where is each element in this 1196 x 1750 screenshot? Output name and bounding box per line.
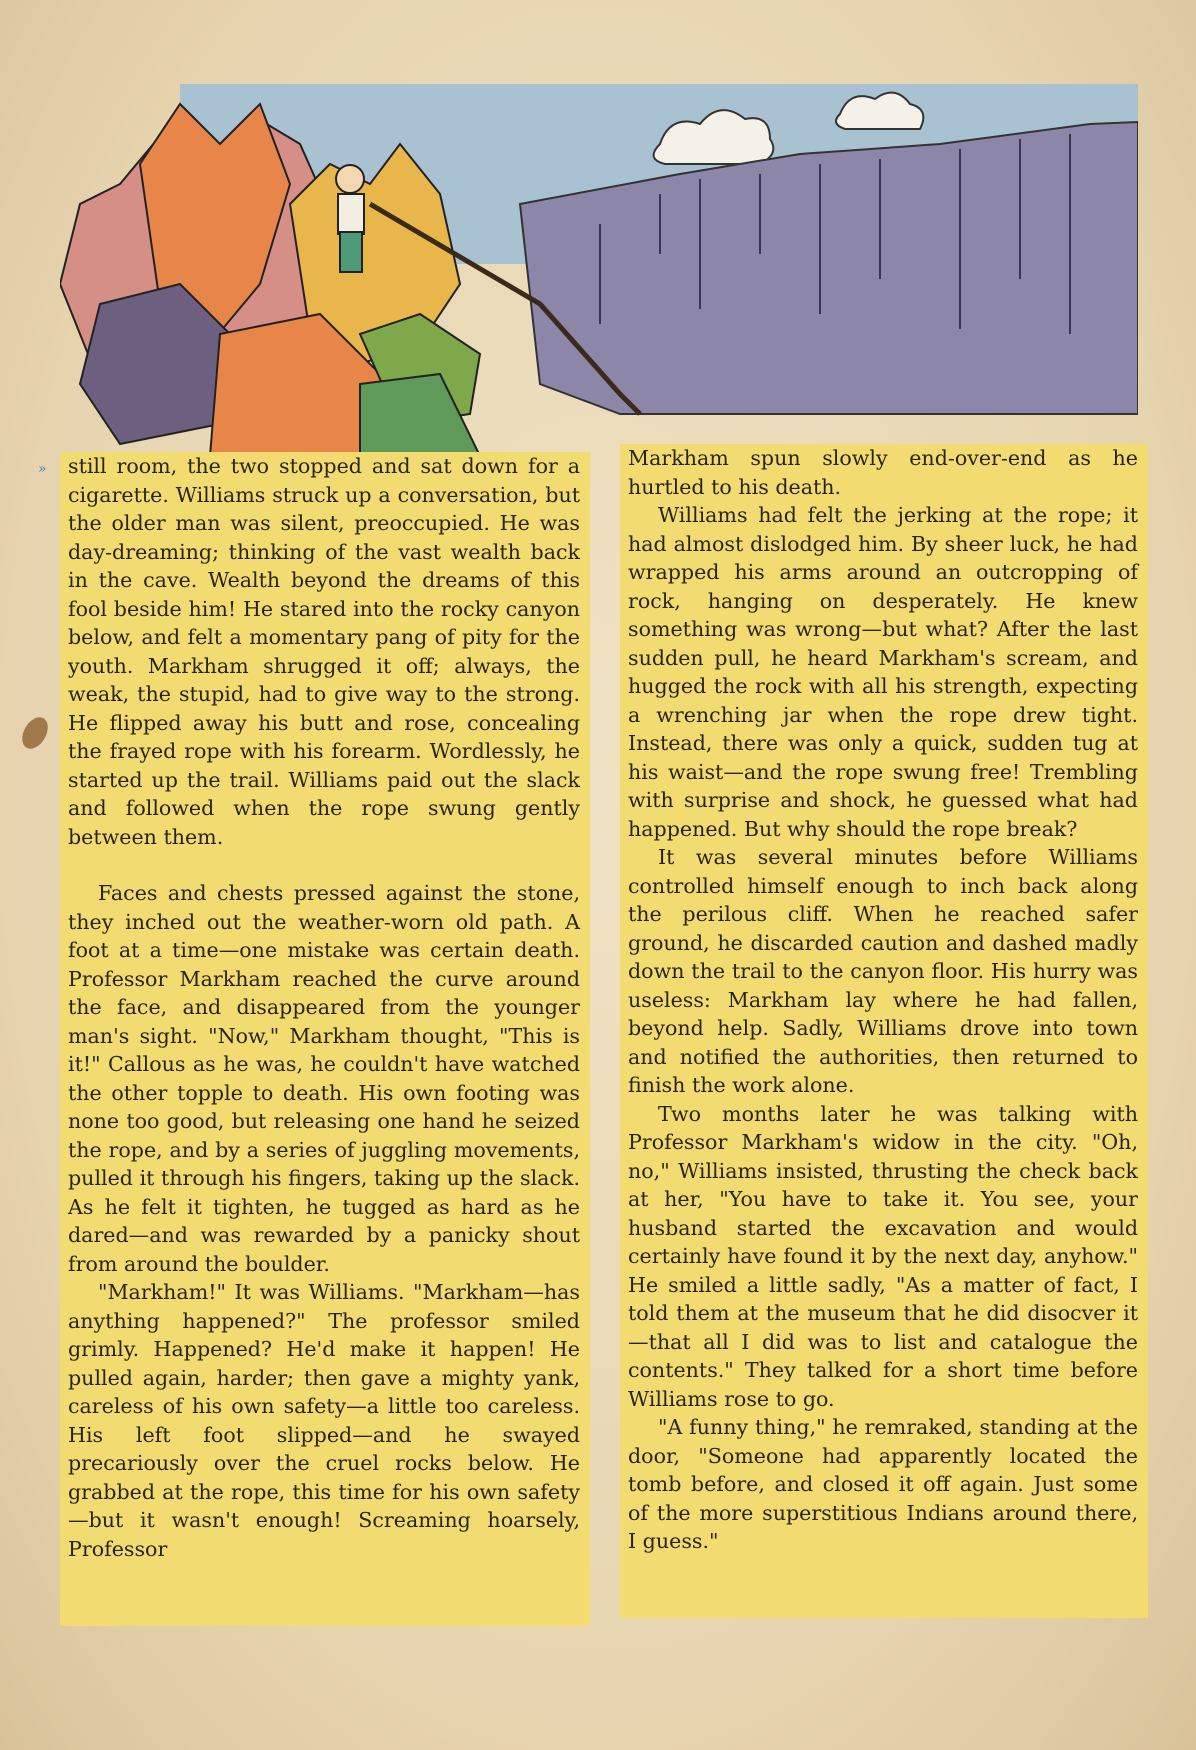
- right-paragraph-5: "A funny thing," he remraked, standing at the door, "Someone had apparently located the tomb before, and closed it off again. Just some of the more superstitious Indians around there, I guess.": [628, 1415, 1138, 1553]
- margin-bullet-icon: »: [38, 461, 47, 477]
- left-text-column: [60, 452, 590, 1626]
- right-text-column: [620, 444, 1148, 1618]
- right-paragraph-2: Williams had felt the jerking at the rope; it had almost dislodged him. By sheer luck, he had wrapped his arms around an outcropping of rock, hanging on desperately. He knew something was wrong—but what? After the last sudden pull, he heard Markham's scream, and hugged the rock with all his strength, expecting a wrenching jar when the rope drew tight. Instead, there was only a quick, sudden tug at his waist—and the rope swung free! Trembling with surprise and shock, he guessed what had happened. But why should the rope break?: [628, 503, 1138, 841]
- canyon-cliff-illustration: [60, 84, 1138, 456]
- right-paragraph-1: Markham spun slowly end-over-end as he hurtled to his death.: [628, 446, 1138, 499]
- right-paragraph-3: It was several minutes before Williams controlled himself enough to inch back along the perilous cliff. When he reached safer ground, he discarded caution and dashed madly down the trail to the canyon floor. His hurry was useless: Markham lay where he had fallen, beyond help. Sadly, Williams drove into town and notified the authorities, then returned to finish the work alone.: [628, 845, 1138, 1097]
- left-paragraph-3: "Markham!" It was Williams. "Markham—has anything happened?" The professor smiled grimly. Happened? He'd make it happen! He pulled again, harder; then gave a mighty yank, careless of his own safety—a little too careless. His left foot slipped—and he swayed precariously over the cruel rocks below. He grabbed at the rope, this time for his own safety—but it wasn't enough! Screaming hoarsely, Professor: [68, 1280, 580, 1561]
- right-paragraph-4: Two months later he was talking with Professor Markham's widow in the city. "Oh, no," Williams insisted, thrusting the check back at her, "You have to take it. You see, your husband started the excavation and would certainly have found it by the next day, anyhow." He smiled a little sadly, "As a matter of fact, I told them at the museum that he did disocver it—that all I did was to list and catalogue the contents." They talked for a short time before Williams rose to go.: [628, 1101, 1138, 1411]
- left-paragraph-2: Faces and chests pressed against the stone, they inched out the weather-worn old path. A foot at a time—one mistake was certain death. Professor Markham reached the curve around the face, and disappeared from the younger man's sight. "Now," Markham thought, "This is it!" Callous as he was, he couldn't have watched the other topple to death. His own footing was none too good, but releasing one hand he seized the rope, and by a series of juggling movements, pulled it through his fingers, taking up the slack. As he felt it tighten, he tugged as hard as he dared—and was rewarded by a panicky shout from around the boulder.: [68, 881, 580, 1276]
- left-paragraph-1: still room, the two stopped and sat down for a cigarette. Williams struck up a conversation, but the older man was silent, preoccupied. He was day-dreaming; thinking of the vast wealth back in the cave. Wealth beyond the dreams of this fool beside him! He stared into the rocky canyon below, and felt a momentary pang of pity for the youth. Markham shrugged it off; always, the weak, the stupid, had to give way to the strong. He flipped away his butt and rose, concealing the frayed rope with his forearm. Wordlessly, he started up the trail. Williams paid out the slack and followed when the rope swung gently between them.: [68, 454, 580, 849]
- climber-figure: [336, 165, 364, 272]
